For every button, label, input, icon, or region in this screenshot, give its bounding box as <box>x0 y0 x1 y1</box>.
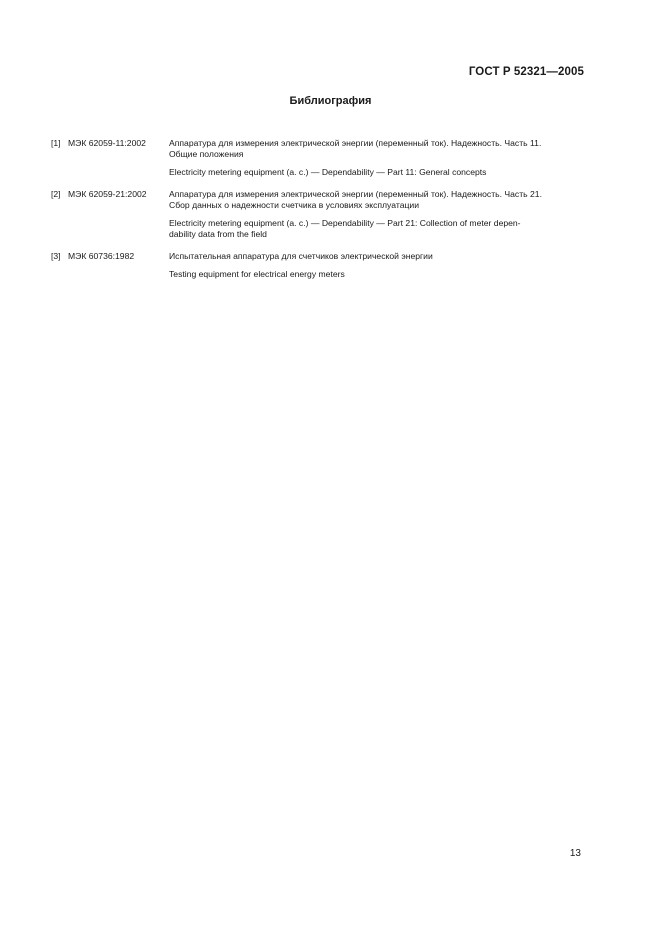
entry-number: [1] <box>51 138 61 148</box>
entry-title-russian-line: Аппаратура для измерения электрической энергии (переменный ток). Надежность. Часть 11. <box>169 138 542 148</box>
entry-number: [2] <box>51 189 61 199</box>
entry-texts <box>169 251 586 287</box>
entry-standard-code: МЭК 60736:1982 <box>68 251 135 261</box>
entry-title-english <box>169 167 586 178</box>
entry-title-russian-line: Аппаратура для измерения электрической энергии (переменный ток). Надежность. Часть 21. <box>169 189 542 199</box>
entry-title-russian-line: Сбор данных о надежности счетчика в условиях эксплуатации <box>169 200 419 210</box>
entry-number: [3] <box>51 251 61 261</box>
entry-standard-code: МЭК 62059-21:2002 <box>68 189 147 199</box>
bibliography-list <box>51 138 586 291</box>
entry-title-english-line: Electricity metering equipment (a. c.) — Dependability — Part 11: General concepts <box>169 167 487 177</box>
document-code: ГОСТ Р 52321—2005 <box>468 66 584 78</box>
entry-title-russian <box>169 251 586 262</box>
entry-title-english <box>169 218 586 240</box>
entry-reference <box>51 251 169 287</box>
entry-reference <box>51 189 169 247</box>
entry-standard-code: МЭК 62059-11:2002 <box>68 138 146 148</box>
entry-title-russian-line: Испытательная аппаратура для счетчиков электрической энергии <box>169 251 433 261</box>
entry-title-russian <box>169 189 586 211</box>
page-title: Библиография <box>289 95 372 107</box>
entry-title-english-line: Testing equipment for electrical energy meters <box>169 269 345 279</box>
entry-title-english <box>169 269 586 280</box>
entry-reference <box>51 138 169 185</box>
entry-title-english-line: dability data from the field <box>169 229 267 239</box>
bibliography-entry <box>51 138 586 185</box>
page-number: 13 <box>569 848 581 859</box>
bibliography-entry <box>51 189 586 247</box>
entry-texts <box>169 189 586 247</box>
entry-texts <box>169 138 586 185</box>
entry-title-russian <box>169 138 586 160</box>
entry-title-russian-line: Общие положения <box>169 149 244 159</box>
entry-title-english-line: Electricity metering equipment (a. c.) — Dependability — Part 21: Collection of meter depen- <box>169 218 521 228</box>
bibliography-entry <box>51 251 586 287</box>
